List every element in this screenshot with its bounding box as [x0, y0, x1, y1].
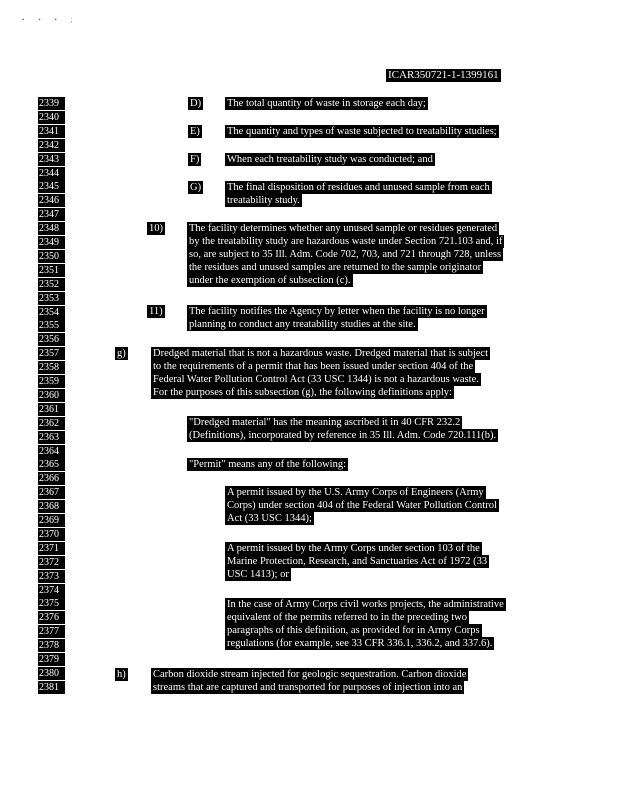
line-number: 2367 [38, 486, 65, 499]
line-number: 2369 [38, 514, 65, 527]
item-label-g: g) [117, 348, 126, 359]
text-line: Marine Protection, Research, and Sanctuaries Act of 1972 (33 [227, 556, 488, 567]
permit-subitem-1 [225, 486, 499, 525]
item-label-h: h) [117, 669, 126, 680]
line-number: 2380 [38, 667, 65, 680]
line-number: 2341 [38, 125, 65, 138]
line-number: 2352 [38, 278, 65, 291]
line-number: 2359 [38, 375, 65, 388]
line-number: 2379 [38, 653, 65, 666]
line-number: 2344 [38, 167, 65, 180]
item-text-E [225, 125, 499, 138]
item-label-G: G) [190, 182, 202, 193]
permit-subitem-3 [225, 598, 506, 650]
item-text-11 [187, 305, 487, 331]
line-number: 2365 [38, 458, 65, 471]
text-line: A permit issued by the U.S. Army Corps of Engineers (Army [227, 487, 484, 498]
line-number: 2375 [38, 597, 65, 610]
line-number: 2339 [38, 97, 65, 110]
line-number: 2368 [38, 500, 65, 513]
text-line: paragraphs of this definition, as provided for in Army Corps [227, 625, 480, 636]
item-label-11: 11) [149, 306, 163, 317]
line-number: 2362 [38, 417, 65, 430]
line-number: 2355 [38, 319, 65, 332]
line-number: 2354 [38, 306, 65, 319]
item-label-D: D) [190, 98, 202, 109]
text-line: For the purposes of this subsection (g), the following definitions apply: [153, 387, 452, 398]
line-number: 2351 [38, 264, 65, 277]
line-number: 2363 [38, 431, 65, 444]
text-line: equivalent of the permits referred to in the preceding two [227, 612, 467, 623]
item-text-g [151, 347, 490, 399]
line-number: 2348 [38, 222, 65, 235]
text-line: Federal Water Pollution Control Act (33 USC 1344) is not a hazardous waste. [153, 374, 479, 385]
text-line: streams that are captured and transported for purposes of injection into an [153, 682, 463, 693]
line-number: 2361 [38, 403, 65, 416]
line-number: 2376 [38, 611, 65, 624]
text-line: planning to conduct any treatability studies at the site. [189, 319, 416, 330]
item-text-G [225, 181, 492, 207]
line-number: 2357 [38, 347, 65, 360]
definition-dredged-material [187, 416, 498, 442]
text-line: to the requirements of a permit that has been issued under section 404 of the [153, 361, 474, 372]
permit-subitem-2 [225, 542, 489, 581]
text-line: "Dredged material" has the meaning ascribed it in 40 CFR 232.2 [189, 417, 461, 428]
text-line: The facility notifies the Agency by letter when the facility is no longer [189, 306, 485, 317]
text-line: USC 1413); or [227, 569, 289, 580]
text-line: the residues and unused samples are returned to the sample originator [189, 262, 482, 273]
text-line: (Definitions), incorporated by reference in 35 Ill. Adm. Code 720.111(b). [189, 430, 497, 441]
line-number: 2346 [38, 194, 65, 207]
line-number: 2374 [38, 584, 65, 597]
text-line: regulations (for example, see 33 CFR 336.1, 336.2, and 337.6). [227, 638, 493, 649]
document-id: ICAR350721-1-1399161 [388, 69, 499, 81]
line-number: 2366 [38, 472, 65, 485]
line-number: 2381 [38, 681, 65, 694]
item-label-E: E) [190, 126, 200, 137]
text-line: When each treatability study was conducted; and [227, 154, 433, 165]
definition-permit [187, 458, 348, 471]
line-number: 2377 [38, 625, 65, 638]
line-number: 2358 [38, 361, 65, 374]
line-number: 2343 [38, 153, 65, 166]
line-number: 2378 [38, 639, 65, 652]
text-line: The total quantity of waste in storage each day; [227, 98, 426, 109]
text-line: The final disposition of residues and unused sample from each [227, 182, 490, 193]
line-number: 2349 [38, 236, 65, 249]
text-line: Corps) under section 404 of the Federal Water Pollution Control [227, 500, 497, 511]
text-line: by the treatability study are hazardous waste under Section 721.103 and, if [189, 236, 503, 247]
line-number: 2364 [38, 445, 65, 458]
line-number: 2371 [38, 542, 65, 555]
text-line: Dredged material that is not a hazardous waste. Dredged material that is subject [153, 348, 489, 359]
line-number: 2372 [38, 556, 65, 569]
line-number: 2370 [38, 528, 65, 541]
text-line: treatability study. [227, 195, 300, 206]
text-line: Carbon dioxide stream injected for geologic sequestration. Carbon dioxide [153, 669, 467, 680]
item-label-10: 10) [149, 223, 163, 234]
text-line: "Permit" means any of the following: [189, 459, 347, 470]
line-number: 2345 [38, 180, 65, 193]
text-line: Act (33 USC 1344); [227, 513, 312, 524]
text-line: under the exemption of subsection (c). [189, 275, 351, 286]
item-text-D [225, 97, 428, 110]
item-label-F: F) [190, 154, 200, 165]
text-line: The facility determines whether any unused sample or residues generated [189, 223, 498, 234]
line-number: 2356 [38, 333, 65, 346]
scan-marks: • • • ; [22, 16, 79, 24]
line-number: 2353 [38, 292, 65, 305]
text-line: In the case of Army Corps civil works projects, the administrative [227, 599, 504, 610]
line-number: 2350 [38, 250, 65, 263]
item-text-h [151, 668, 468, 694]
text-line: The quantity and types of waste subjected to treatability studies; [227, 126, 497, 137]
line-number: 2347 [38, 208, 65, 221]
item-text-10 [187, 222, 504, 287]
line-number: 2360 [38, 389, 65, 402]
text-line: so, are subject to 35 Ill. Adm. Code 702, 703, and 721 through 728, unless [189, 249, 502, 260]
item-text-F [225, 153, 435, 166]
line-number: 2340 [38, 111, 65, 124]
line-number: 2373 [38, 570, 65, 583]
text-line: A permit issued by the Army Corps under section 103 of the [227, 543, 480, 554]
line-number: 2342 [38, 139, 65, 152]
